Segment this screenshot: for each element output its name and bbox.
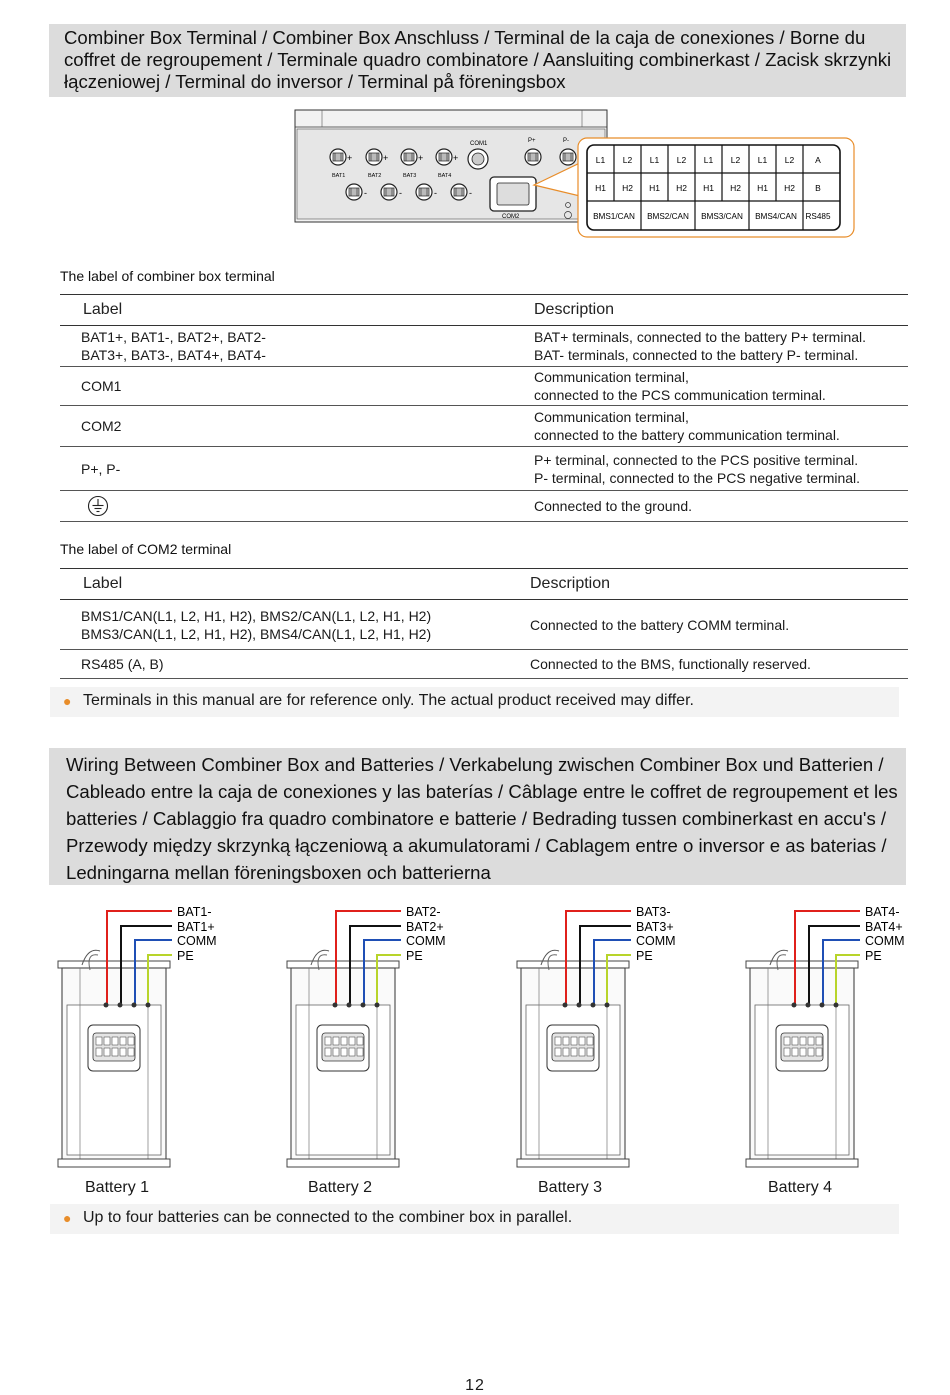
minus-sign: - — [364, 188, 367, 198]
wire-label: PE — [406, 949, 423, 963]
callout-cell: L2 — [622, 155, 633, 165]
parallel-note — [50, 1204, 899, 1234]
callout-cell: BMS1/CAN — [593, 212, 635, 221]
wire-label: COMM — [406, 934, 446, 948]
plus-sign: + — [383, 153, 389, 163]
section-title: Combiner Box Terminal / Combiner Box Anschluss / Terminal de la caja de conexiones / Borne du coffret de regroupement / Terminale quadro combinatore / Aansluiting combinerkast / Zacisk skrzynki łączeniowej / Terminal do inversor / Terminal på föreningsbox — [64, 27, 892, 92]
description-header: Description — [530, 569, 908, 600]
bat-plus-connector — [366, 149, 382, 165]
wire-label: PE — [177, 949, 194, 963]
note-text: Up to four batteries can be connected to the combiner box in parallel. — [83, 1209, 573, 1226]
table-header-row — [60, 295, 908, 326]
callout-cell: B — [815, 183, 821, 193]
callout-cell: BMS4/CAN — [755, 212, 797, 221]
plus-sign: + — [347, 153, 353, 163]
callout-cell: L1 — [649, 155, 660, 165]
bullet-icon: ● — [63, 1210, 72, 1226]
battery-wiring-diagram — [0, 895, 950, 1175]
description-cell: Communication terminal, connected to the battery communication terminal. — [534, 406, 908, 447]
plus-sign: + — [453, 153, 459, 163]
callout-cell: H2 — [784, 183, 795, 193]
description-cell: Communication terminal, connected to the PCS communication terminal. — [534, 367, 908, 406]
battery-label: Battery 1 — [85, 1179, 150, 1196]
callout-cell: H1 — [757, 183, 768, 193]
note-text: Terminals in this manual are for reference only. The actual product received may differ. — [83, 692, 694, 709]
bat-terminal-label: BAT4 — [438, 173, 452, 179]
battery-label: Battery 3 — [538, 1179, 603, 1196]
callout-cell: RS485 — [805, 212, 831, 221]
wire-label: BAT3+ — [636, 920, 674, 934]
bat-plus-connector — [436, 149, 452, 165]
com2-terminal-table — [60, 568, 908, 679]
p-plus-label: P+ — [528, 138, 536, 144]
bat-minus-connector — [451, 184, 467, 200]
table1-caption: The label of combiner box terminal — [60, 268, 275, 284]
label-cell: BMS1/CAN(L1, L2, H1, H2), BMS2/CAN(L1, L2, H1, H2) BMS3/CAN(L1, L2, H1, H2), BMS4/CAN(L1, L2, H1, H2) — [60, 600, 530, 650]
wire-label: BAT1- — [177, 905, 212, 919]
callout-cell: BMS3/CAN — [701, 212, 743, 221]
bat-minus-connector — [346, 184, 362, 200]
callout-cell: H1 — [703, 183, 714, 193]
section-banner-wiring — [49, 748, 906, 885]
callout-cell: L1 — [757, 155, 768, 165]
battery-unit — [287, 905, 446, 1167]
bat-terminal-label: BAT1 — [332, 173, 346, 179]
bat-minus-connector — [381, 184, 397, 200]
battery-unit — [746, 905, 905, 1167]
callout-cell: H1 — [649, 183, 660, 193]
p-plus-connector — [525, 149, 541, 165]
wire-label: BAT2+ — [406, 920, 444, 934]
wire-label: BAT4- — [865, 905, 900, 919]
reference-note — [50, 687, 899, 717]
com2-label: COM2 — [502, 214, 520, 220]
table-row — [60, 650, 908, 679]
table2-caption: The label of COM2 terminal — [60, 541, 232, 557]
label-cell: COM1 — [60, 367, 534, 406]
label-cell: COM2 — [60, 406, 534, 447]
bat-minus-connector — [416, 184, 432, 200]
label-cell: P+, P- — [60, 447, 534, 491]
bat-terminal-label: BAT3 — [403, 173, 417, 179]
minus-sign: - — [434, 188, 437, 198]
ground-symbol-icon — [87, 495, 109, 517]
wire-label: COMM — [636, 934, 676, 948]
battery-unit — [517, 905, 676, 1167]
table-row — [60, 326, 908, 367]
bullet-icon: ● — [63, 693, 72, 709]
wire-label: PE — [865, 949, 882, 963]
minus-sign: - — [399, 188, 402, 198]
battery-unit — [58, 905, 217, 1167]
section-banner-combiner-terminal — [49, 24, 906, 97]
table-row — [60, 491, 908, 522]
battery-label: Battery 4 — [768, 1179, 833, 1196]
description-cell: Connected to the BMS, functionally reserved. — [530, 650, 908, 679]
wire-label: BAT3- — [636, 905, 671, 919]
wire-label: COMM — [177, 934, 217, 948]
description-cell: Connected to the battery COMM terminal. — [530, 600, 908, 650]
description-cell: BAT+ terminals, connected to the battery P+ terminal. BAT- terminals, connected to the battery P- terminal. — [534, 326, 908, 367]
callout-cell: H2 — [730, 183, 741, 193]
section-title: Wiring Between Combiner Box and Batteries / Verkabelung zwischen Combiner Box und Batterien / Cableado entre la caja de conexiones y las baterías / Câblage entre le coffret de regroupement et les batteries / Cablaggio fra quadro combinatore e batterie / Bedrading tussen combinerkast en accu's / Przewody między skrzynką łączeniową a akumulatorami / Cablagem entre o inversor e as baterias / Ledningarna mellan föreningsboxen och batterierna — [66, 754, 898, 883]
table-row — [60, 406, 908, 447]
label-header: Label — [60, 295, 534, 326]
callout-cell: H2 — [676, 183, 687, 193]
plus-sign: + — [418, 153, 424, 163]
com1-label: COM1 — [470, 141, 488, 147]
table-row — [60, 447, 908, 491]
callout-cell: L1 — [595, 155, 606, 165]
minus-sign: - — [469, 188, 472, 198]
label-cell — [60, 491, 534, 522]
wire-label: PE — [636, 949, 653, 963]
callout-cell: L2 — [784, 155, 795, 165]
callout-cell: H2 — [622, 183, 633, 193]
table-row — [60, 600, 908, 650]
combiner-box-panel-diagram — [290, 105, 860, 241]
bat-plus-connector — [401, 149, 417, 165]
callout-cell: L2 — [676, 155, 687, 165]
p-minus-label: P- — [563, 138, 569, 144]
callout-cell: A — [815, 155, 821, 165]
description-cell: Connected to the ground. — [534, 491, 908, 522]
callout-cell: L2 — [730, 155, 741, 165]
p-minus-connector — [560, 149, 576, 165]
label-cell: BAT1+, BAT1-, BAT2+, BAT2- BAT3+, BAT3-, BAT4+, BAT4- — [60, 326, 534, 367]
wire-label: COMM — [865, 934, 905, 948]
description-header: Description — [534, 295, 908, 326]
callout-cell: L1 — [703, 155, 714, 165]
wire-label: BAT4+ — [865, 920, 903, 934]
label-header: Label — [60, 569, 530, 600]
bat-terminal-label: BAT2 — [368, 173, 382, 179]
table-row — [60, 367, 908, 406]
callout-cell: H1 — [595, 183, 606, 193]
wire-label: BAT1+ — [177, 920, 215, 934]
combiner-terminal-table — [60, 294, 908, 522]
table-header-row — [60, 569, 908, 600]
wire-label: BAT2- — [406, 905, 441, 919]
battery-label: Battery 2 — [308, 1179, 373, 1196]
bat-plus-connector — [330, 149, 346, 165]
description-cell: P+ terminal, connected to the PCS positive terminal. P- terminal, connected to the PCS negative terminal. — [534, 447, 908, 491]
label-cell: RS485 (A, B) — [60, 650, 530, 679]
page-number: 12 — [465, 1377, 485, 1394]
callout-cell: BMS2/CAN — [647, 212, 689, 221]
